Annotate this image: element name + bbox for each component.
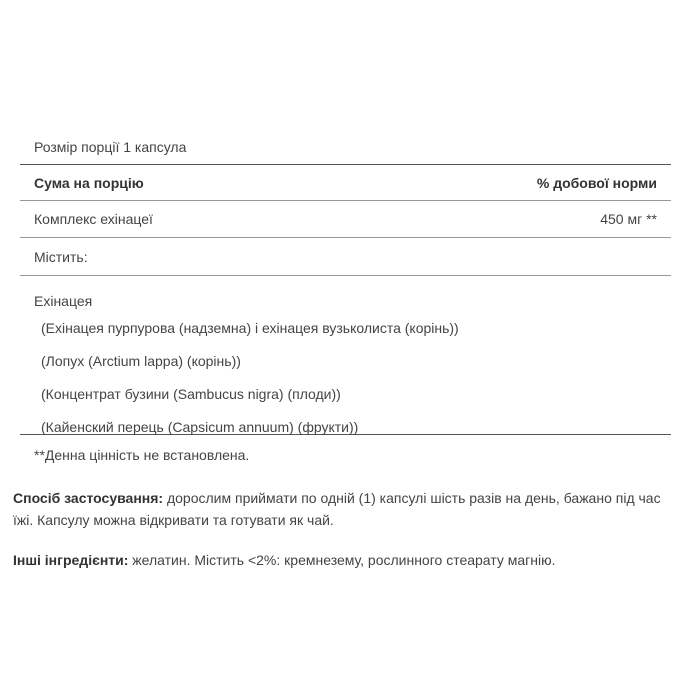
usage-lead: Спосіб застосування: xyxy=(13,490,164,506)
footnote: **Денна цінність не встановлена. xyxy=(34,447,250,463)
usage-paragraph xyxy=(13,487,673,531)
echinacea-group xyxy=(20,276,671,435)
complex-amount: 450 мг ** xyxy=(600,211,657,227)
usage-text: дорослим приймати по одній (1) капсулі шість разів на день, бажано під час їжі. Капсулу можна відкривати та готувати як чай. xyxy=(13,490,661,528)
contains-label: Містить: xyxy=(34,248,88,265)
contains-row xyxy=(20,238,671,276)
serving-size-text: Розмір порції 1 капсула xyxy=(34,139,187,155)
echinacea-complex-row xyxy=(20,201,671,238)
ingredient-item: (Концентрат бузини (Sambucus nigra) (плоди)) xyxy=(41,386,341,402)
other-ingredients-paragraph xyxy=(13,549,673,571)
echinacea-group-title: Ехінацея xyxy=(34,293,93,309)
table-header-row xyxy=(20,165,671,201)
amount-per-serving-label: Сума на порцію xyxy=(34,174,144,191)
ingredient-item: (Кайенский перець (Capsicum annuum) (фрукти)) xyxy=(41,419,359,435)
ingredient-item: (Лопух (Arctium lappa) (корінь)) xyxy=(41,353,241,369)
other-ingredients-text: желатин. Містить <2%: кремнезему, рослинного стеарату магнію. xyxy=(128,552,556,568)
serving-size-row xyxy=(20,130,671,165)
ingredient-item: (Ехінацея пурпурова (надземна) і ехінацея вузьколиста (корінь)) xyxy=(41,320,459,336)
complex-name: Комплекс ехінацеї xyxy=(34,211,153,227)
daily-value-label: % добової норми xyxy=(536,174,657,191)
other-ingredients-lead: Інші інгредієнти: xyxy=(13,552,129,568)
supplement-facts-table xyxy=(20,130,671,475)
